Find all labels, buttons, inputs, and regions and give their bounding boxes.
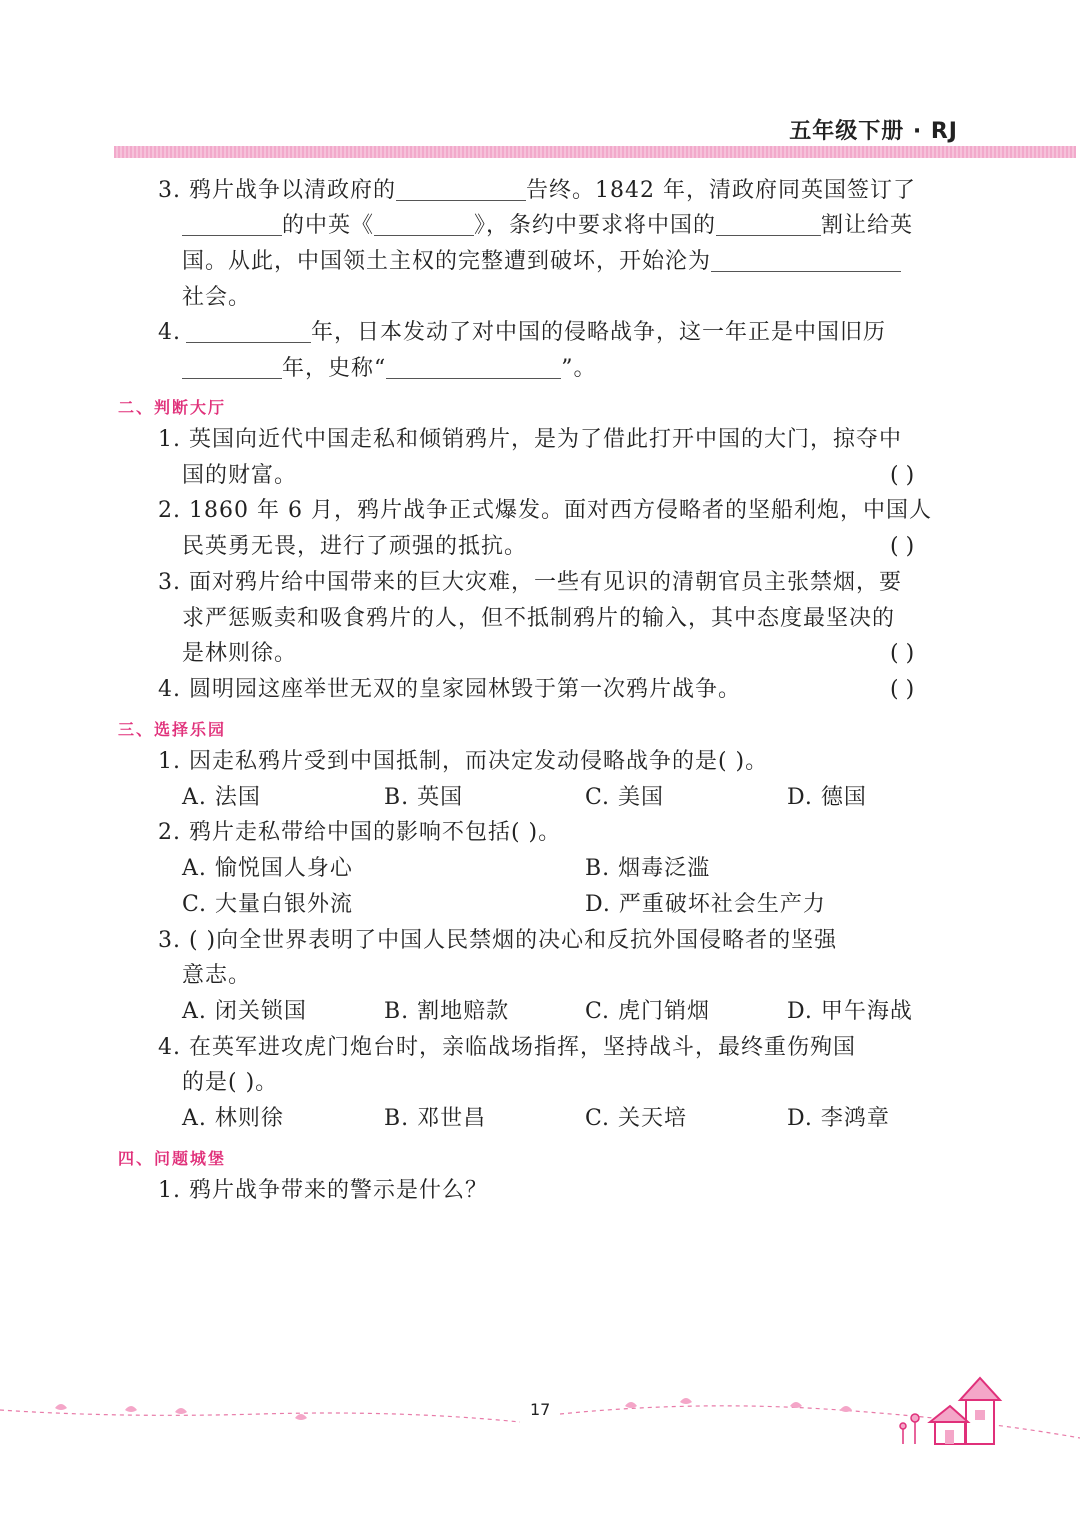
- choice-q1-option-c[interactable]: C. 美国: [585, 785, 665, 810]
- choice-q1-option-d[interactable]: D. 德国: [787, 785, 867, 810]
- choice-q3-option-d[interactable]: D. 甲午海战: [787, 999, 913, 1024]
- section-title-question: 四、问题城堡: [118, 1149, 227, 1168]
- judge-q2-answer[interactable]: ( ): [890, 534, 915, 559]
- footer-leaf-icons: [55, 1398, 852, 1420]
- judge-q3-answer[interactable]: ( ): [890, 641, 915, 666]
- fill-q4-line1: [158, 318, 886, 348]
- leaf-icon: [55, 1404, 67, 1410]
- choice-q2-option-c[interactable]: C. 大量白银外流: [182, 892, 354, 917]
- choice-q1-option-a[interactable]: A. 法国: [182, 785, 261, 810]
- choice-q2-option-d[interactable]: D. 严重破坏社会生产力: [585, 892, 826, 917]
- choice-q4-option-c[interactable]: C. 关天培: [585, 1106, 688, 1131]
- choice-q3-stem-line2: 意志。: [182, 963, 252, 988]
- judge-q2-line2: 民英勇无畏，进行了顽强的抵抗。: [182, 534, 528, 559]
- choice-q4-stem-line2: 的是( )。: [182, 1070, 279, 1095]
- blank-q3-5[interactable]: [711, 247, 901, 272]
- page-header-title: 五年级下册 · RJ: [789, 119, 958, 144]
- leaf-icon: [295, 1414, 307, 1420]
- choice-q4-option-d[interactable]: D. 李鸿章: [787, 1106, 890, 1131]
- judge-q1-line1: 1. 英国向近代中国走私和倾销鸦片，是为了借此打开中国的大门，掠夺中: [158, 427, 902, 452]
- judge-q3-line1: 3. 面对鸦片给中国带来的巨大灾难，一些有见识的清朝官员主张禁烟，要: [158, 570, 902, 595]
- judge-q1-line2: 国的财富。: [182, 463, 298, 488]
- fill-q4-text-a: 年，日本发动了对中国的侵略战争，这一年正是中国旧历: [311, 320, 887, 345]
- choice-q2-option-a[interactable]: A. 愉悦国人身心: [182, 856, 353, 881]
- blank-q4-3[interactable]: [386, 354, 561, 379]
- choice-q1-stem: 1. 因走私鸦片受到中国抵制，而决定发动侵略战争的是( )。: [158, 749, 769, 774]
- blank-q3-3[interactable]: [374, 211, 474, 236]
- judge-q3-line3: 是林则徐。: [182, 641, 298, 666]
- fill-q3-text-d: 》，条约中要求将中国的: [474, 213, 717, 238]
- fill-q4-text-b: 年，史称“: [282, 356, 387, 381]
- footer-dashed-line-right: [560, 1406, 1080, 1438]
- house-icon: [930, 1378, 1000, 1444]
- fill-q3-text-c: 的中英《: [282, 213, 375, 238]
- footer-dashed-line-left: [0, 1410, 520, 1422]
- leaf-icon: [625, 1402, 637, 1408]
- fill-q3-text-b: 告终。1842 年，清政府同英国签订了: [525, 178, 916, 203]
- question-q1: 1. 鸦片战争带来的警示是什么？: [158, 1178, 488, 1203]
- choice-q4-option-b[interactable]: B. 邓世昌: [384, 1106, 487, 1131]
- blank-q3-2[interactable]: [182, 211, 282, 236]
- judge-q4-answer[interactable]: ( ): [890, 677, 915, 702]
- choice-q3-option-c[interactable]: C. 虎门销烟: [585, 999, 711, 1024]
- header-stripe: [114, 146, 1076, 158]
- page-number: 17: [530, 1400, 551, 1419]
- fill-q3-line1: [158, 176, 916, 206]
- choice-q2-option-b[interactable]: B. 烟毒泛滥: [585, 856, 711, 881]
- leaf-icon: [125, 1406, 137, 1412]
- leaf-icon: [680, 1398, 692, 1404]
- choice-q2-stem: 2. 鸦片走私带给中国的影响不包括( )。: [158, 820, 562, 845]
- judge-q4-line1: 4. 圆明园这座举世无双的皇家园林毁于第一次鸦片战争。: [158, 677, 741, 702]
- blank-q3-1[interactable]: [396, 176, 526, 201]
- choice-q1-option-b[interactable]: B. 英国: [384, 785, 464, 810]
- judge-q2-line1: 2. 1860 年 6 月，鸦片战争正式爆发。面对西方侵略者的坚船利炮，中国人: [158, 498, 932, 523]
- choice-q3-option-a[interactable]: A. 闭关锁国: [182, 999, 307, 1024]
- fill-q3-line4: 社会。: [182, 285, 252, 310]
- blank-q3-4[interactable]: [716, 211, 821, 236]
- judge-q1-answer[interactable]: ( ): [890, 463, 915, 488]
- fill-q4-line2: [182, 354, 597, 384]
- fill-q3-line3: [182, 247, 901, 277]
- section-title-choice: 三、选择乐园: [118, 720, 227, 739]
- fill-q4-num: 4.: [158, 320, 181, 345]
- fill-q3-line2: [182, 211, 913, 241]
- fill-q4-text-c: ”。: [561, 356, 597, 381]
- fill-q3-text-a: 3. 鸦片战争以清政府的: [158, 178, 396, 203]
- choice-q3-option-b[interactable]: B. 割地赔款: [384, 999, 510, 1024]
- judge-q3-line2: 求严惩贩卖和吸食鸦片的人，但不抵制鸦片的输入，其中态度最坚决的: [182, 606, 896, 631]
- leaf-icon: [175, 1408, 187, 1414]
- section-title-judge: 二、判断大厅: [118, 398, 227, 417]
- fill-q3-text-e: 割让给英: [821, 213, 914, 238]
- choice-q3-stem-line1: 3. ( )向全世界表明了中国人民禁烟的决心和反抗外国侵略者的坚强: [158, 928, 838, 953]
- flower-icon: [900, 1414, 919, 1444]
- choice-q4-option-a[interactable]: A. 林则徐: [182, 1106, 284, 1131]
- blank-q4-1[interactable]: [186, 318, 311, 343]
- choice-q4-stem-line1: 4. 在英军进攻虎门炮台时，亲临战场指挥，坚持战斗，最终重伤殉国: [158, 1035, 856, 1060]
- fill-q3-text-f: 国。从此，中国领土主权的完整遭到破坏，开始沦为: [182, 249, 712, 274]
- blank-q4-2[interactable]: [182, 354, 282, 379]
- answer-area[interactable]: [182, 1215, 962, 1375]
